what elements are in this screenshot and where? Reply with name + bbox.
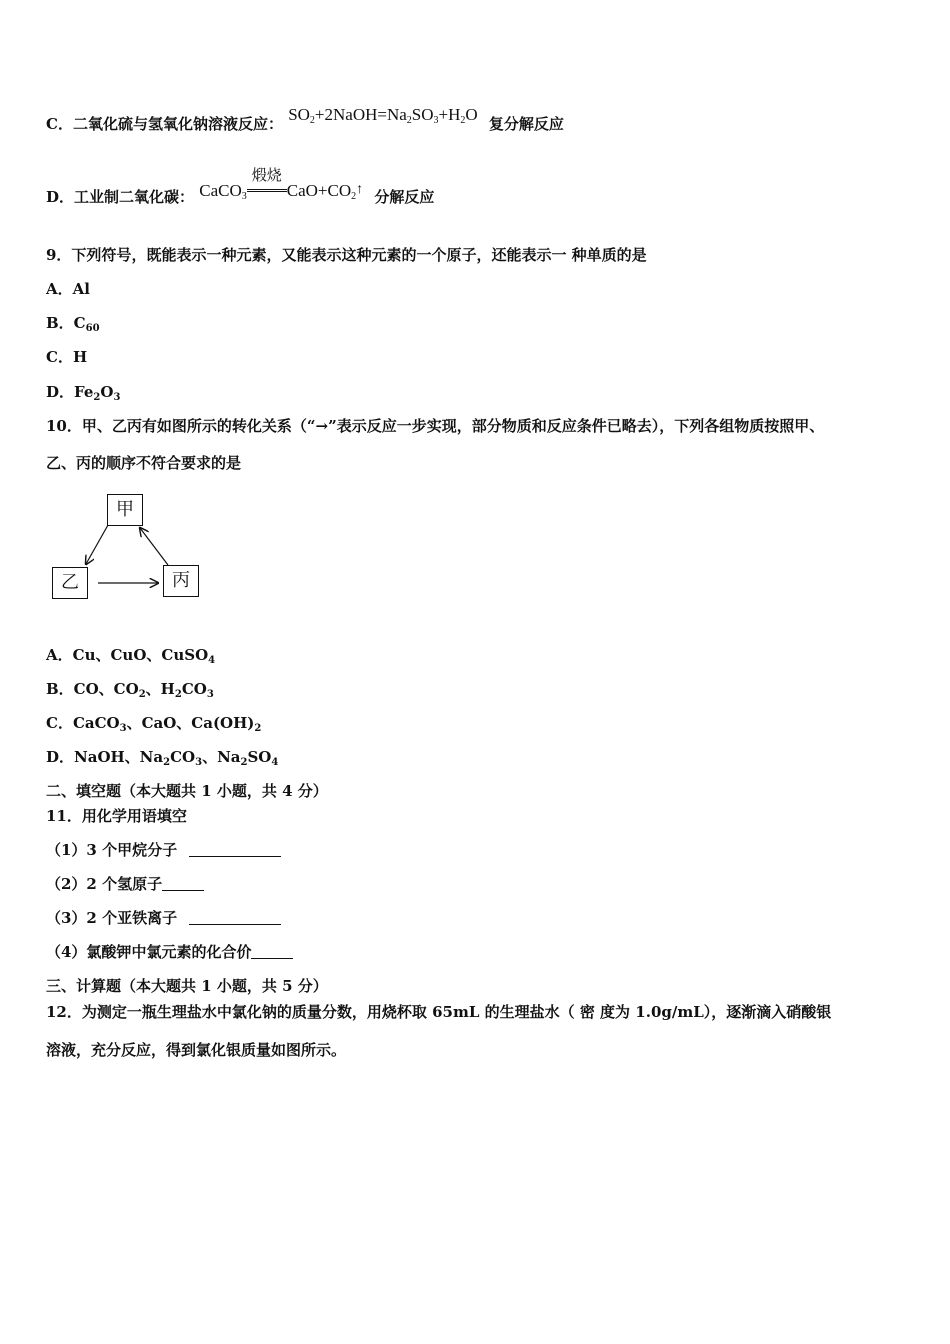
section-3-title: 三、计算题（本大题共 1 小题，共 5 分） bbox=[46, 977, 328, 995]
q8-option-c-type: 复分解反应 bbox=[488, 115, 564, 133]
node-yi: 乙 bbox=[52, 567, 88, 599]
q11-item-3: （3）2 个亚铁离子 bbox=[46, 908, 281, 928]
q8-option-d-label: D．工业制二氧化碳： bbox=[46, 188, 195, 206]
q10-stem-line2: 乙、丙的顺序不符合要求的是 bbox=[46, 454, 242, 472]
q8-option-d-type: 分解反应 bbox=[374, 188, 435, 206]
q9-option-b: B．$C_{60}$ bbox=[46, 314, 100, 334]
q10-option-b: B．CO、$CO_2$、$H_2CO_3$ bbox=[46, 680, 214, 700]
q10-stem-line1: 10．甲、乙丙有如图所示的转化关系（“→”表示反应一步实现，部分物质和反应条件已略去），下列各组物质按照甲、 bbox=[46, 417, 825, 435]
q10-option-d: D．NaOH、$Na_2CO_3$、$Na_2SO_4$ bbox=[46, 748, 279, 768]
reaction-condition: 煅烧 bbox=[247, 180, 287, 192]
arrow-bing-to-jia bbox=[140, 528, 168, 565]
q8-option-d bbox=[46, 168, 435, 213]
q11-item-2: （2）2 个氢原子 bbox=[46, 874, 204, 894]
q8-option-c bbox=[46, 105, 564, 140]
gas-arrow-icon: ↑ bbox=[356, 182, 364, 197]
q11-item-4: （4）氯酸钾中氯元素的化合价 bbox=[46, 942, 293, 962]
node-bing: 丙 bbox=[163, 565, 199, 597]
q9-option-c: C．H bbox=[46, 348, 88, 366]
q9-option-d: D．$Fe_2O_3$ bbox=[46, 383, 121, 403]
q8-option-c-equation: $SO_2+2NaOH=Na_2SO_3+H_2O$ bbox=[288, 105, 478, 126]
arrow-jia-to-yi bbox=[86, 525, 108, 564]
q8-option-d-equation: CaCO$_3$ 煅烧 $CaO+CO_2↑$ bbox=[199, 168, 364, 202]
conversion-diagram bbox=[40, 488, 220, 608]
q8-option-c-label: C．二氧化硫与氢氧化钠溶液反应： bbox=[46, 115, 283, 133]
q9-option-a: A．Al bbox=[46, 280, 90, 298]
section-2-title: 二、填空题（本大题共 1 小题，共 4 分） bbox=[46, 782, 328, 800]
q11-item-1: （1）3 个甲烷分子 bbox=[46, 840, 281, 860]
node-jia: 甲 bbox=[107, 494, 143, 526]
q10-option-c: C．CaCO$_3$、CaO、$Ca(OH)_2$ bbox=[46, 714, 262, 734]
q9-stem: 9．下列符号，既能表示一种元素，又能表示这种元素的一个原子，还能表示一 种单质的是 bbox=[46, 246, 647, 264]
q11-stem: 11．用化学用语填空 bbox=[46, 807, 187, 825]
q12-stem-line1: 12．为测定一瓶生理盐水中氯化钠的质量分数，用烧杯取 65mL 的生理盐水（ 密 度为 1.0g/mL），逐渐滴入硝酸银 bbox=[46, 1003, 832, 1021]
q12-stem-line2: 溶液，充分反应，得到氯化银质量如图所示。 bbox=[46, 1041, 347, 1059]
q10-option-a: A．Cu、CuO、CuSO$_4$ bbox=[46, 646, 216, 666]
